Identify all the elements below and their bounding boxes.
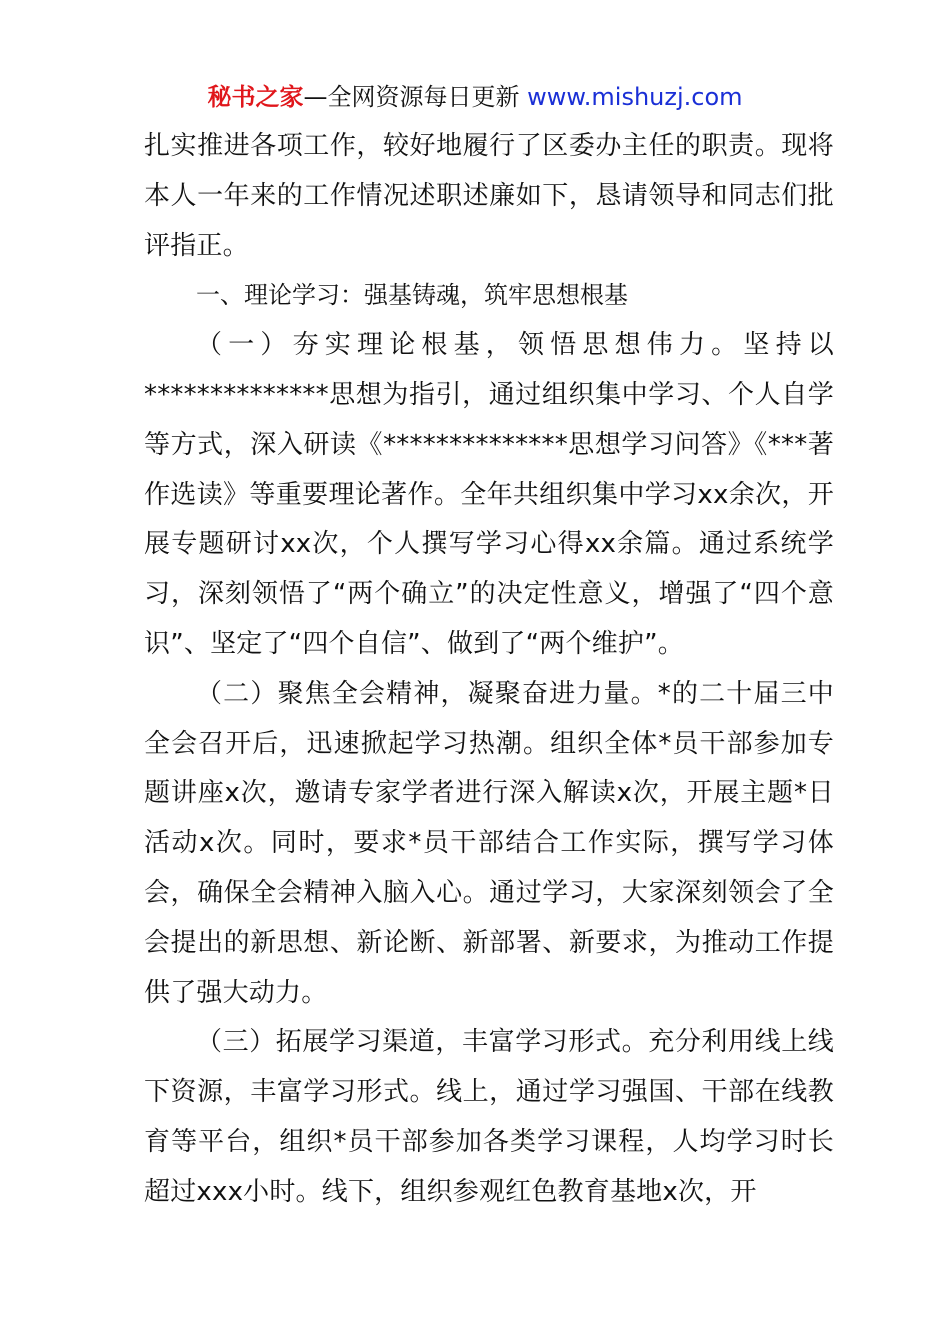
site-url-link[interactable]: www.mishuzj.com bbox=[527, 83, 743, 111]
site-header bbox=[0, 82, 950, 112]
document-body bbox=[144, 122, 834, 1218]
site-brand: 秘书之家 bbox=[207, 83, 304, 111]
site-tagline: —全网资源每日更新 bbox=[303, 83, 520, 111]
section-heading: 一、理论学习：强基铸魂，筑牢思想根基 bbox=[196, 281, 628, 310]
paragraph-learning-channels: （三）拓展学习渠道，丰富学习形式。充分利用线上线下资源，丰富学习形式。线上，通过学习强国、干部在线教育等平台，组织*员干部参加各类学习课程，人均学习时长超过xxx小时。线下，组织参观红色教育基地x次，开 bbox=[144, 1027, 834, 1207]
intro-paragraph: 扎实推进各项工作，较好地履行了区委办主任的职责。现将本人一年来的工作情况述职述廉如下，恳请领导和同志们批评指正。 bbox=[144, 131, 834, 261]
paragraph-plenary-spirit: （二）聚焦全会精神，凝聚奋进力量。*的二十届三中全会召开后，迅速掀起学习热潮。组织全体*员干部参加专题讲座x次，邀请专家学者进行深入解读x次，开展主题*日活动x次。同时，要求*员干部结合工作实际，撰写学习体会，确保全会精神入脑入心。通过学习，大家深刻领会了全会提出的新思想、新论断、新部署、新要求，为推动工作提供了强大动力。 bbox=[144, 678, 834, 1008]
paragraph-theory-foundation: （一）夯实理论根基，领悟思想伟力。坚持以**************思想为指引，通过组织集中学习、个人自学等方式，深入研读《**************思想学习问答》《***著作选读》等重要理论著作。全年共组织集中学习xx余次，开展专题研讨xx次，个人撰写学习心得xx余篇。通过系统学习，深刻领悟了“两个确立”的决定性意义，增强了“四个意识”、坚定了“四个自信”、做到了“两个维护”。 bbox=[144, 330, 834, 659]
